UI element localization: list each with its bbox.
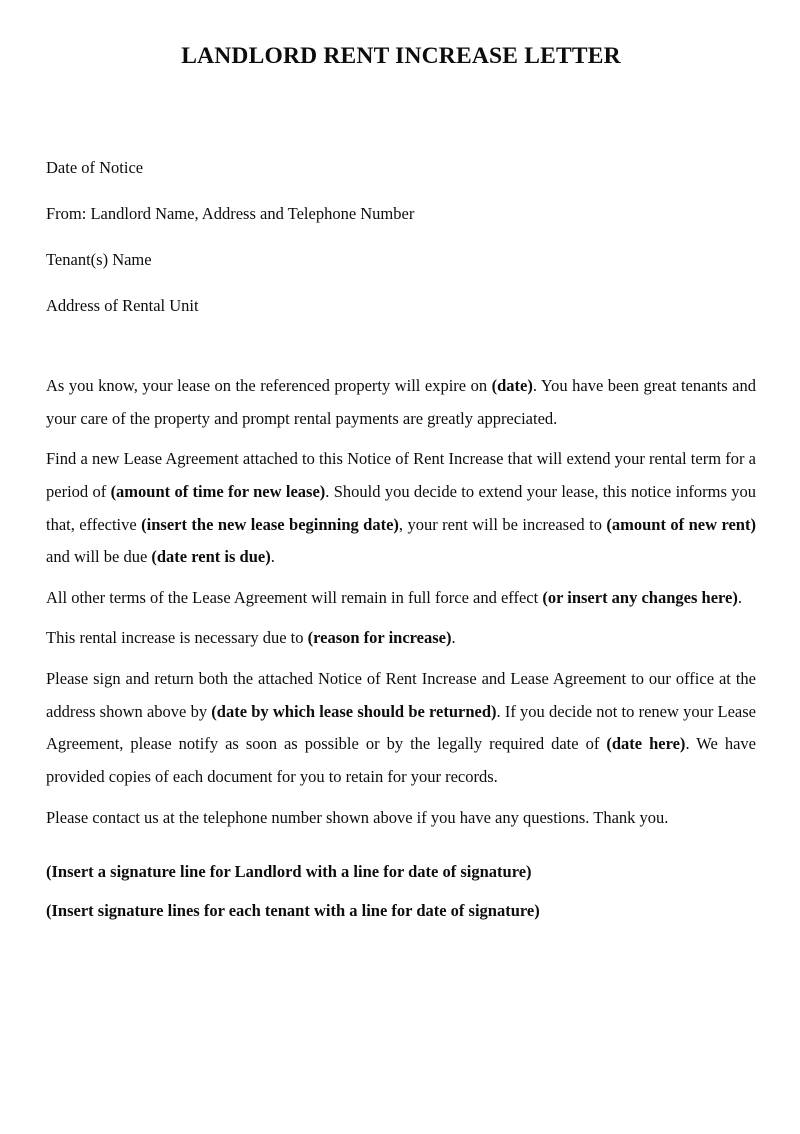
header-line-tenant-name: Tenant(s) Name xyxy=(46,250,152,270)
header-line-date-of-notice: Date of Notice xyxy=(46,158,144,178)
header-line-from-landlord: From: Landlord Name, Address and Telephone Number xyxy=(46,204,415,224)
paragraph-contact-us: Please contact us at the telephone number shown above if you have any questions. Thank you. xyxy=(46,807,669,827)
paragraph-lease-expiration: As you know, your lease on the referenced property will expire on (date). You have been great tenants and your care of the property and prompt rental payments are greatly appreciated. xyxy=(46,375,757,428)
signature-instruction-block xyxy=(46,856,756,927)
paragraph-other-terms: All other terms of the Lease Agreement will remain in full force and effect (or insert any changes here). xyxy=(46,587,743,607)
paragraph-reason-for-increase: This rental increase is necessary due to (reason for increase). xyxy=(46,628,456,648)
page-title: LANDLORD RENT INCREASE LETTER xyxy=(181,43,621,69)
paragraph-new-lease-terms: Find a new Lease Agreement attached to this Notice of Rent Increase that will extend your rental term for a period of (amount of time for new lease). Should you decide to extend your lease, this notice informs you that, effective (insert the new lease beginning date), your rent will be increased to (amount of new rent) and will be due (date rent is due). xyxy=(46,449,756,567)
signature-line-landlord: (Insert a signature line for Landlord with a line for date of signature) xyxy=(46,862,532,882)
letter-header-block xyxy=(46,156,756,318)
paragraph-sign-and-return: Please sign and return both the attached Notice of Rent Increase and Lease Agreement to our office at the address shown above by (date by which lease should be returned). If you decide not to renew your Lease Agreement, please notify as soon as possible or by the legally required date of (date here). We have provided copies of each document for you to retain for your records. xyxy=(46,669,756,787)
signature-line-tenants: (Insert signature lines for each tenant with a line for date of signature) xyxy=(46,901,540,921)
letter-body-block xyxy=(46,370,756,835)
header-line-rental-address: Address of Rental Unit xyxy=(46,295,199,315)
